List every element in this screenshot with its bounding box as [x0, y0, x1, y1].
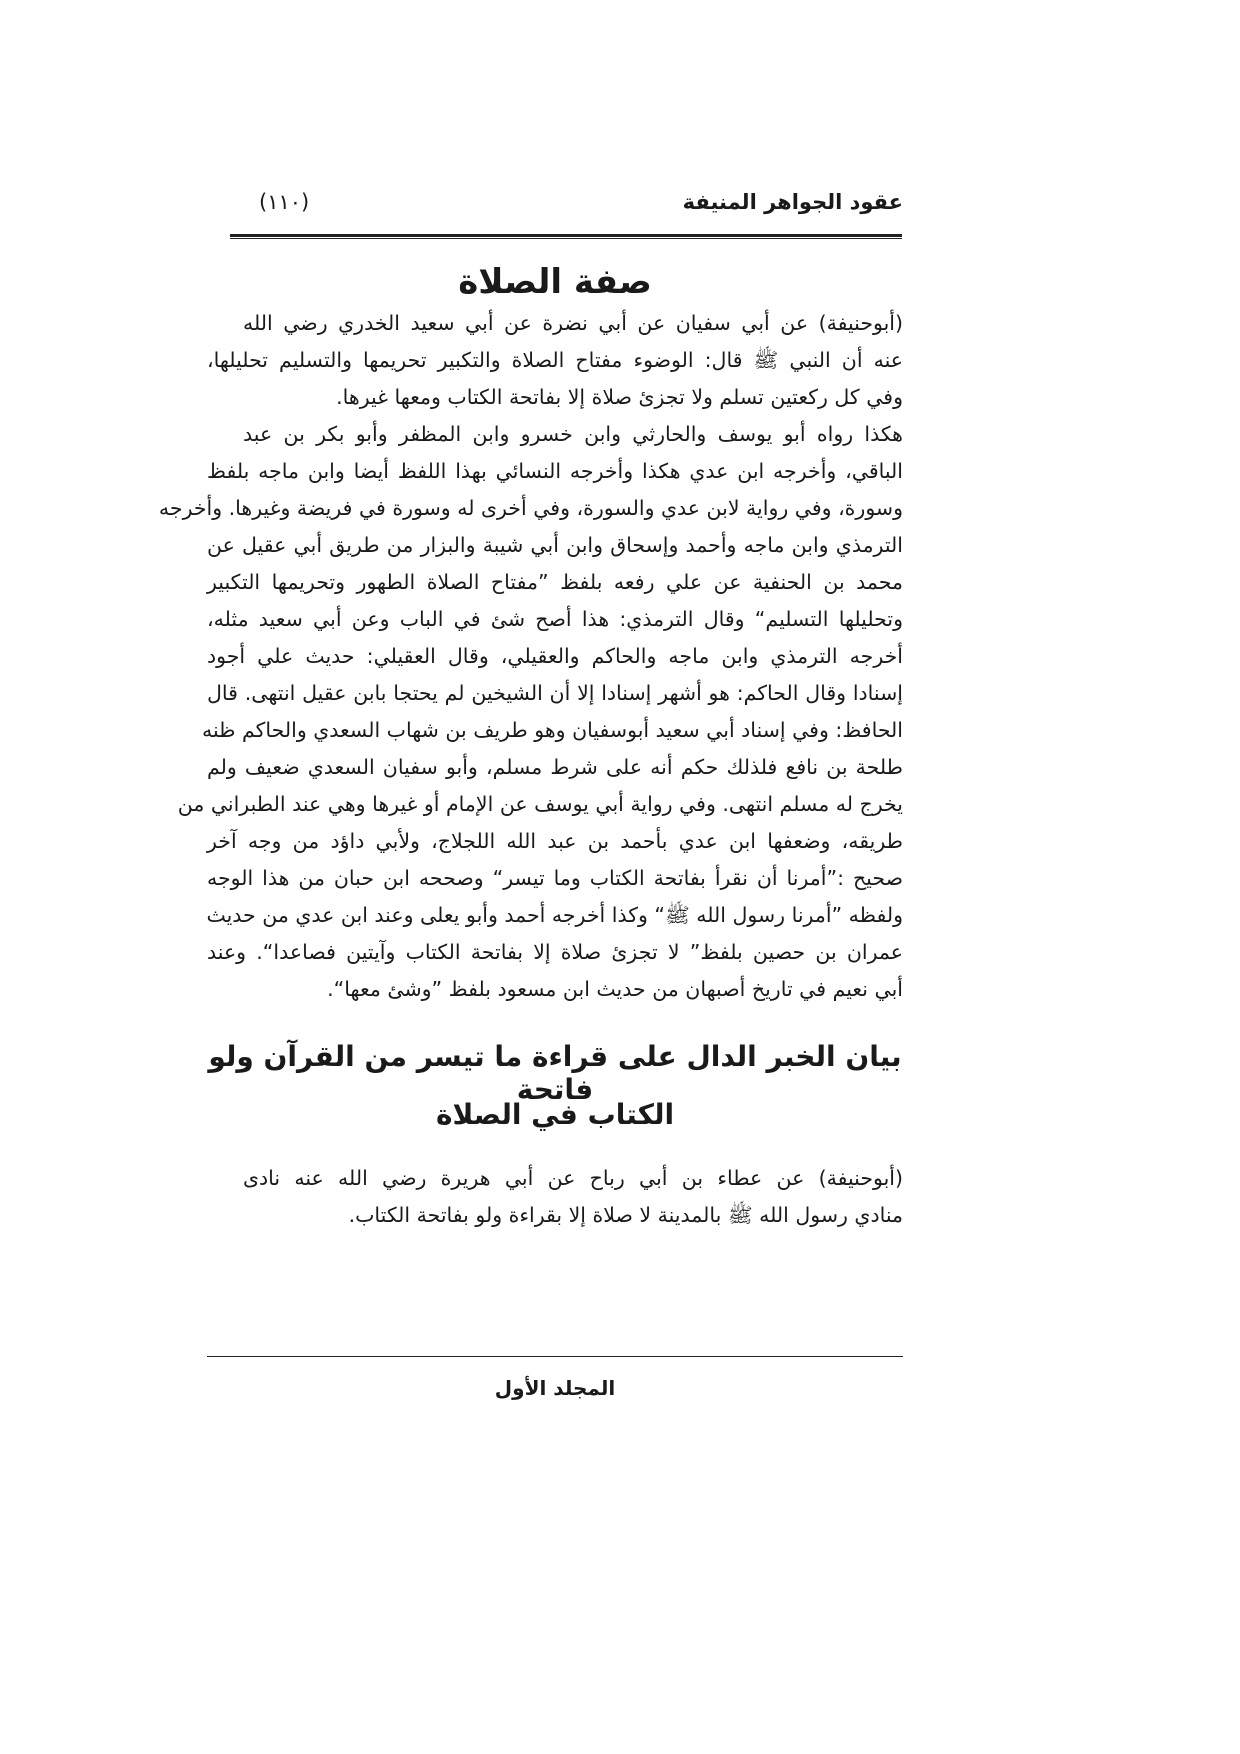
page-number: (١١٠) — [259, 190, 310, 214]
text-line: إسنادا وقال الحاكم: هو أشهر إسنادا إلا أن الشيخين لم يحتجا بابن عقيل انتهى. قال — [207, 681, 903, 705]
text-line: هكذا رواه أبو يوسف والحارثي وابن خسرو وابن المظفر وأبو بكر بن عبد — [243, 422, 903, 446]
chapter-title: صفة الصلاة — [458, 262, 652, 302]
text-line: أخرجه الترمذي وابن ماجه والحاكم والعقيلي، وقال العقيلي: حديث علي أجود — [207, 644, 903, 668]
text-line: منادي رسول الله ﷺ بالمدينة لا صلاة إلا بقراءة ولو بفاتحة الكتاب. — [348, 1203, 903, 1227]
text-line: الترمذي وابن ماجه وأحمد وإسحاق وابن أبي شيبة والبزار من طريق أبي عقيل عن — [207, 533, 903, 557]
text-line: ولفظه ”أمرنا رسول الله ﷺ“ وكذا أخرجه أحمد وأبو يعلى وعند ابن عدي من حديث — [206, 903, 903, 927]
text-line: طريقه، وضعفها ابن عدي بأحمد بن عبد الله اللجلاج، ولأبي داؤد من وجه آخر — [207, 829, 903, 853]
section-heading: بيان الخبر الدال على قراءة ما تيسر من القرآن ولو فاتحة — [208, 1040, 902, 1106]
section-heading: الكتاب في الصلاة — [435, 1098, 675, 1131]
footer-rule — [207, 1356, 903, 1357]
text-line: يخرج له مسلم انتهى. وفي رواية أبي يوسف عن الإمام أو غيرها وهي عند الطبراني من — [177, 792, 903, 816]
text-line: وفي كل ركعتين تسلم ولا تجزئ صلاة إلا بفاتحة الكتاب ومعها غيرها. — [336, 385, 903, 409]
text-line: طلحة بن نافع فلذلك حكم أنه على شرط مسلم، وأبو سفيان السعدي ضعيف ولم — [207, 755, 903, 779]
book-title: عقود الجواهر المنيفة — [682, 190, 903, 214]
text-line: عنه أن النبي ﷺ قال: الوضوء مفتاح الصلاة والتكبير تحريمها والتسليم تحليلها، — [207, 348, 903, 372]
text-line: الحافظ: وفي إسناد أبي سعيد أبوسفيان وهو طريف بن شهاب السعدي والحاكم ظنه — [201, 718, 903, 742]
text-line: وسورة، وفي رواية لابن عدي والسورة، وفي أخرى له وسورة في فريضة وغيرها. وأخرجه — [158, 496, 903, 520]
text-line: أبي نعيم في تاريخ أصبهان من حديث ابن مسعود بلفظ ”وشئ معها“. — [327, 977, 903, 1001]
text-line: وتحليلها التسليم“ وقال الترمذي: هذا أصح شئ في الباب وعن أبي سعيد مثله، — [207, 607, 903, 631]
text-line: الباقي، وأخرجه ابن عدي هكذا وأخرجه النسائي بهذا اللفظ أيضا وابن ماجه بلفظ — [207, 459, 903, 483]
text-line: عمران بن حصين بلفظ” لا تجزئ صلاة إلا بفاتحة الكتاب وآيتين فصاعدا“. وعند — [207, 940, 903, 964]
volume-footer: المجلد الأول — [494, 1376, 616, 1400]
text-line: صحيح :”أمرنا أن نقرأ بفاتحة الكتاب وما تيسر“ وصححه ابن حبان من هذا الوجه — [207, 866, 903, 890]
header-rule — [230, 234, 902, 239]
text-line: (أبوحنيفة) عن أبي سفيان عن أبي نضرة عن أبي سعيد الخدري رضي الله — [243, 311, 903, 335]
running-header — [207, 190, 903, 230]
text-line: (أبوحنيفة) عن عطاء بن أبي رباح عن أبي هريرة رضي الله عنه نادى — [243, 1166, 903, 1190]
text-line: محمد بن الحنفية عن علي رفعه بلفظ ”مفتاح الصلاة الطهور وتحريمها التكبير — [207, 570, 903, 594]
